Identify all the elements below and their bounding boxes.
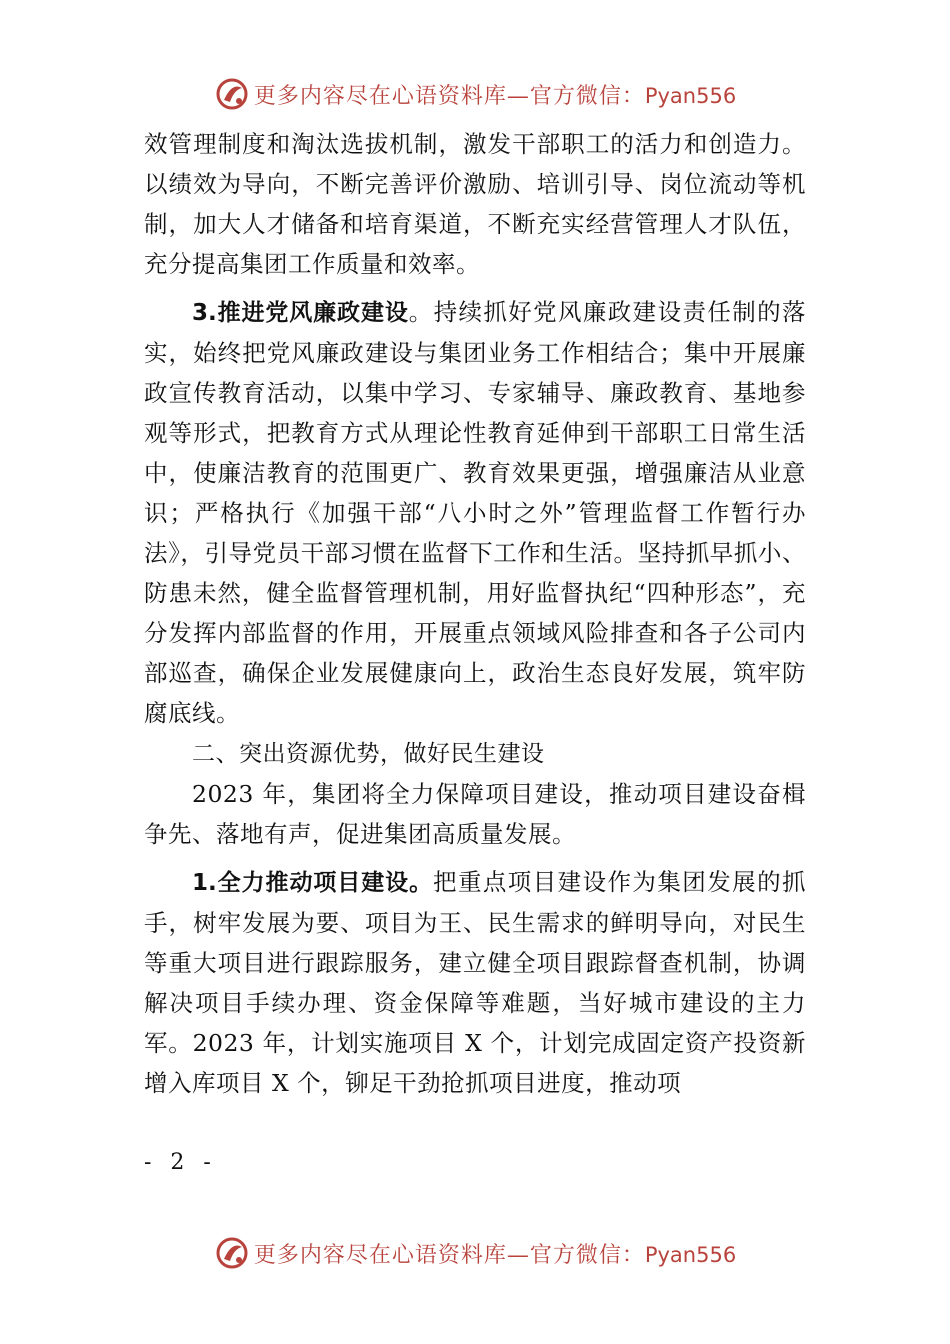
brand-logo-icon [214,76,250,112]
paragraph-4-title: 1.全力推动项目建设。 [192,870,434,896]
watermark-brand: Pyan556 [644,1242,737,1267]
section-heading-text: 二、突出资源优势，做好民生建设 [192,741,545,767]
paragraph-4 [144,862,806,1103]
paragraph-4-body: 把重点项目建设作为集团发展的抓手，树牢发展为要、项目为王、民生需求的鲜明导向，对民生等重大项目进行跟踪服务，建立健全项目跟踪督查机制，协调解决项目手续办理、资金保障等难题，当好城市建设的主力军。2023 年，计划实施项目 X 个，计划完成固定资产投资新增入库项目 X 个，铆足干劲抢抓项目进度，推动项 [144,868,806,1097]
watermark-text: 更多内容尽在心语资料库—官方微信：Pyan556 [253,83,737,109]
watermark-brand: Pyan556 [644,83,737,108]
page-number: - 2 - [144,1150,217,1175]
paragraph-2 [144,292,806,733]
watermark-text: 更多内容尽在心语资料库—官方微信：Pyan556 [253,1242,737,1268]
paragraph-1: 效管理制度和淘汰选拔机制，激发干部职工的活力和创造力。以绩效为导向，不断完善评价激励、培训引导、岗位流动等机制，加大人才储备和培育渠道，不断充实经营管理人才队伍，充分提高集团工作质量和效率。 [144,130,806,278]
paragraph-3: 2023 年，集团将全力保障项目建设，推动项目建设奋楫争先、落地有声，促进集团高质量发展。 [144,780,806,848]
document-body [144,124,806,1103]
section-heading [144,733,806,774]
brand-logo-icon [214,1235,250,1271]
paragraph-2-body: 。持续抓好党风廉政建设责任制的落实，始终把党风廉政建设与集团业务工作相结合；集中开展廉政宣传教育活动，以集中学习、专家辅导、廉政教育、基地参观等形式，把教育方式从理论性教育延伸到干部职工日常生活中，使廉洁教育的范围更广、教育效果更强，增强廉洁从业意识；严格执行《加强干部“八小时之外”管理监督工作暂行办法》，引导党员干部习惯在监督下工作和生活。坚持抓早抓小、防患未然，健全监督管理机制，用好监督执纪“四种形态”，充分发挥内部监督的作用，开展重点领域风险排查和各子公司内部巡查，确保企业发展健康向上，政治生态良好发展，筑牢防腐底线。 [144,298,806,727]
watermark-banner-top [0,74,950,114]
paragraph-2-title: 3.推进党风廉政建设 [192,300,409,326]
watermark-banner-bottom [0,1233,950,1273]
